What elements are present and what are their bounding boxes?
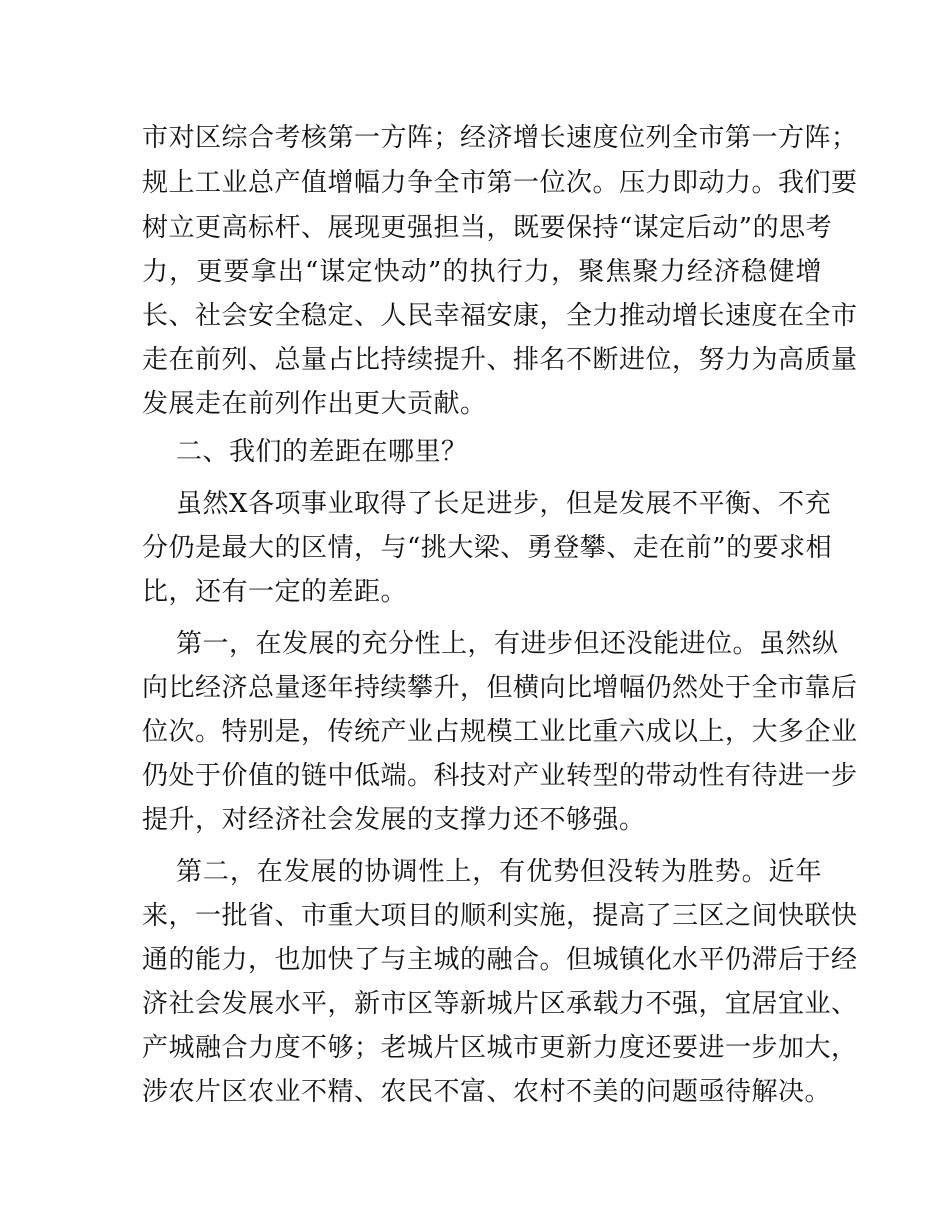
paragraph-line: 提升，对经济社会发展的支撑力还不够强。 bbox=[142, 805, 646, 835]
paragraph-line: 虽然X各项事业取得了长足进步，但是发展不平衡、不充 bbox=[176, 489, 832, 519]
paragraph-line: 来，一批省、市重大项目的顺利实施，提高了三区之间快联快 bbox=[142, 901, 858, 931]
paragraph-line: 市对区综合考核第一方阵；经济增长速度位列全市第一方阵； bbox=[142, 123, 858, 153]
paragraph-line: 分仍是最大的区情，与“挑大梁、勇登攀、走在前”的要求相 bbox=[142, 533, 833, 563]
paragraph-line: 力，更要拿出“谋定快动”的执行力，聚焦聚力经济稳健增 bbox=[142, 257, 822, 287]
paragraph-line: 第一，在发展的充分性上，有进步但还没能进位。虽然纵 bbox=[176, 629, 839, 659]
section-heading: 二、我们的差距在哪里？ bbox=[176, 437, 468, 467]
paragraph-line: 仍处于价值的链中低端。科技对产业转型的带动性有待进一步 bbox=[142, 761, 858, 791]
paragraph-line: 产城融合力度不够；老城片区城市更新力度还要进一步加大， bbox=[142, 1033, 858, 1063]
paragraph-line: 第二，在发展的协调性上，有优势但没转为胜势。近年 bbox=[176, 857, 822, 887]
paragraph-line: 向比经济总量逐年持续攀升，但横向比增幅仍然处于全市靠后 bbox=[142, 673, 858, 703]
paragraph-line: 发展走在前列作出更大贡献。 bbox=[142, 389, 487, 419]
paragraph-line: 树立更高标杆、展现更强担当，既要保持“谋定后动”的思考 bbox=[142, 213, 833, 243]
paragraph-line: 走在前列、总量占比持续提升、排名不断进位，努力为高质量 bbox=[142, 345, 858, 375]
paragraph-line: 位次。特别是，传统产业占规模工业比重六成以上，大多企业 bbox=[142, 717, 858, 747]
paragraph-line: 规上工业总产值增幅力争全市第一位次。压力即动力。我们要 bbox=[142, 168, 858, 198]
paragraph-line: 涉农片区农业不精、农民不富、农村不美的问题亟待解决。 bbox=[142, 1077, 832, 1107]
paragraph-line: 比，还有一定的差距。 bbox=[142, 577, 408, 607]
paragraph-line: 济社会发展水平，新市区等新城片区承载力不强，宜居宜业、 bbox=[142, 989, 858, 1019]
paragraph-line: 长、社会安全稳定、人民幸福安康，全力推动增长速度在全市 bbox=[142, 301, 858, 331]
paragraph-line: 通的能力，也加快了与主城的融合。但城镇化水平仍滞后于经 bbox=[142, 945, 858, 975]
